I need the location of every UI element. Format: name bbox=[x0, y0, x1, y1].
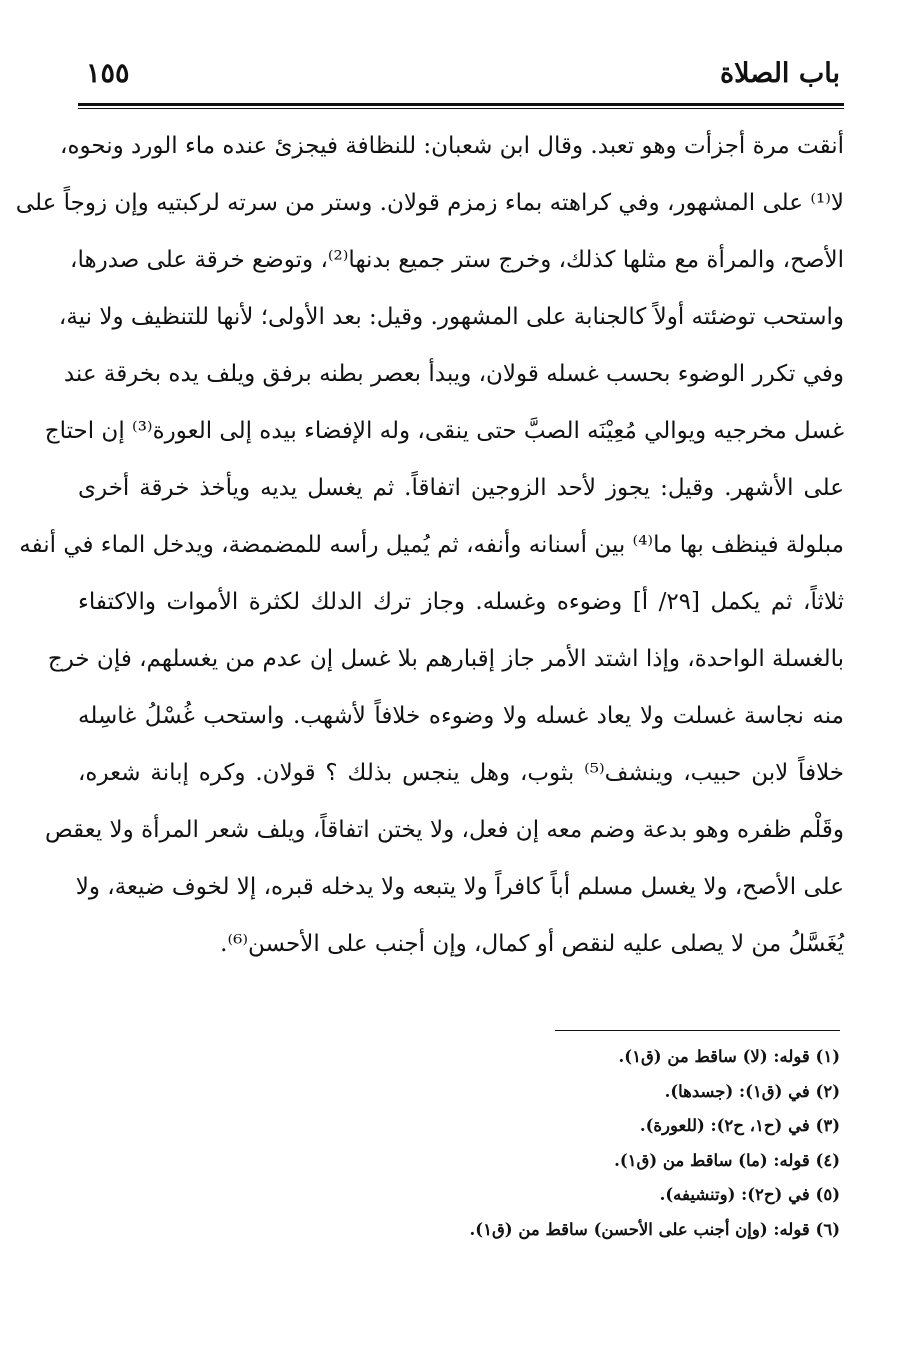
text-line: يُغَسَّلُ من لا يصلى عليه لنقص أو كمال، وإن أجنب على الأحسن⁽⁶⁾. bbox=[220, 931, 844, 957]
text-line: بالغسلة الواحدة، وإذا اشتد الأمر جاز إقبارهم بلا غسل إن عدم من يغسلهم، فإن خرج bbox=[47, 646, 844, 672]
footnote: (٦) قوله: (وإن أجنب على الأحسن) ساقط من (ق١). bbox=[469, 1219, 840, 1239]
footnote: (٤) قوله: (ما) ساقط من (ق١). bbox=[614, 1150, 840, 1170]
footnote: (٣) في (ح١، ح٢): (للعورة). bbox=[639, 1116, 840, 1135]
page-header bbox=[80, 50, 840, 100]
text-line: الأصح، والمرأة مع مثلها كذلك، وخرج ستر جميع بدنها⁽²⁾، وتوضع خرقة على صدرها، bbox=[70, 247, 844, 273]
text-line: ثلاثاً، ثم يكمل [٢٩/ أ] وضوءه وغسله. وجاز ترك الدلك لكثرة الأموات والاكتفاء bbox=[78, 589, 844, 615]
text-line: وفي تكرر الوضوء بحسب غسله قولان، ويبدأ بعصر بطنه برفق ويلف يده بخرقة عند bbox=[63, 361, 844, 387]
text-line: غسل مخرجيه ويوالي مُعِيْنَه الصبَّ حتى ينقى، وله الإفضاء بيده إلى العورة⁽³⁾ إن احتاج bbox=[44, 418, 844, 444]
text-line: منه نجاسة غسلت ولا يعاد غسله ولا وضوءه خلافاً لأشهب. واستحب غُسْلُ غاسِله bbox=[78, 703, 844, 729]
header-divider bbox=[78, 103, 844, 109]
chapter-title: باب الصلاة bbox=[720, 58, 840, 89]
main-text bbox=[15, 118, 845, 973]
text-line: لا⁽¹⁾ على المشهور، وفي كراهته بماء زمزم قولان. وستر من سرته لركبتيه وإن زوجاً على bbox=[15, 190, 844, 216]
text-line: أنقت مرة أجزأت وهو تعبد. وقال ابن شعبان: للنظافة فيجزئ عنده ماء الورد ونحوه، bbox=[60, 133, 844, 159]
footnote-divider bbox=[555, 1030, 840, 1031]
text-line: مبلولة فينظف بها ما⁽⁴⁾ بين أسنانه وأنفه، ثم يُميل رأسه للمضمضة، ويدخل الماء في أنفه bbox=[19, 532, 844, 558]
footnote: (١) قوله: (لا) ساقط من (ق١). bbox=[618, 1047, 840, 1066]
text-line: خلافاً لابن حبيب، وينشف⁽⁵⁾ بثوب، وهل ينجس بذلك ؟ قولان. وكره إبانة شعره، bbox=[78, 760, 845, 786]
text-line: على الأشهر. وقيل: يجوز لأحد الزوجين اتفاقاً. ثم يغسل يديه ويأخذ خرقة أخرى bbox=[78, 475, 844, 501]
page-number: ١٥٥ bbox=[86, 58, 130, 89]
footnote: (٢) في (ق١): (جسدها). bbox=[664, 1081, 840, 1101]
text-line: واستحب توضئته أولاً كالجنابة على المشهور. وقيل: بعد الأولى؛ لأنها للتنظيف ولا نية، bbox=[58, 304, 844, 330]
footnotes bbox=[320, 1040, 840, 1247]
text-line: وقَلْم ظفره وهو بدعة وضم معه إن فعل، ولا يختن اتفاقاً، ويلف شعر المرأة ولا يعقص bbox=[44, 817, 844, 843]
footnote: (٥) في (ح٢): (وتنشيفه). bbox=[659, 1185, 840, 1204]
text-line: على الأصح، ولا يغسل مسلم أباً كافراً ولا يتبعه ولا يدخله قبره، إلا لخوف ضيعة، ولا bbox=[75, 874, 844, 900]
